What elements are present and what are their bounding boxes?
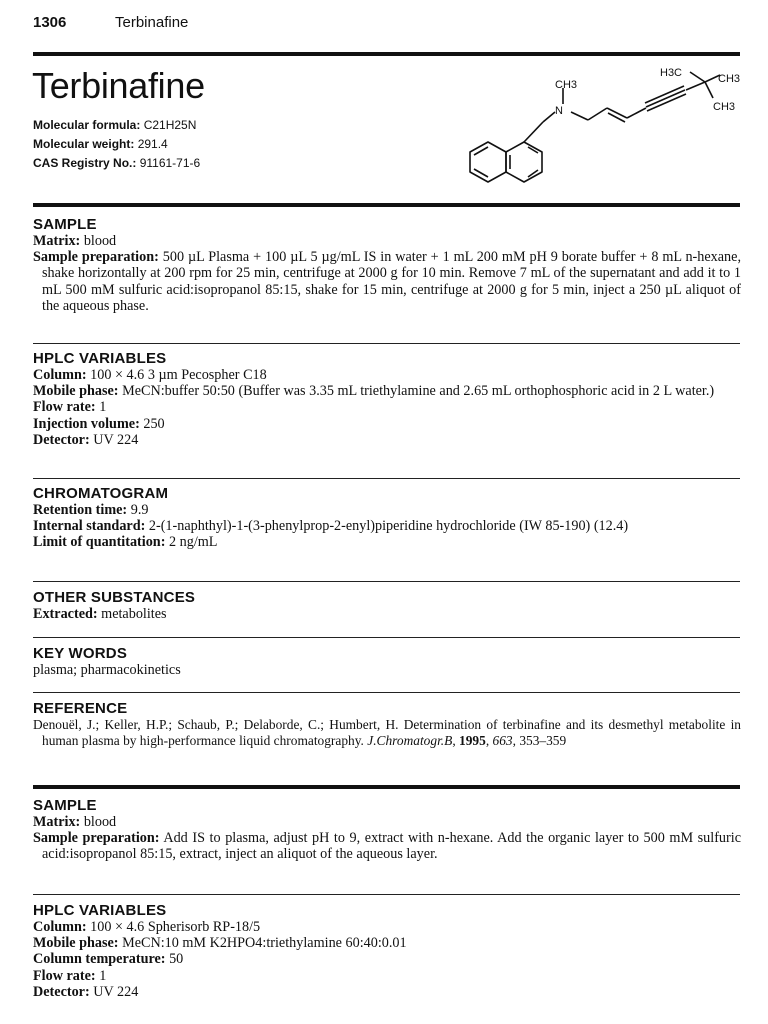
entry1-keywords-section — [33, 645, 741, 678]
entry1-sample-section — [33, 216, 741, 314]
matrix-value: blood — [83, 814, 117, 830]
cas-value: 91161-71-6 — [139, 156, 201, 170]
matrix-line — [33, 233, 741, 249]
ch3-right-label: CH3 — [713, 101, 736, 113]
divider — [33, 894, 740, 895]
entry2-sample-section — [33, 797, 741, 863]
naphthalene-left-ring — [470, 142, 506, 182]
detector-label: Detector: — [33, 983, 90, 1000]
entry1-reference-section — [33, 700, 741, 749]
divider — [33, 692, 740, 693]
detector-line — [33, 432, 741, 448]
matrix-value: blood — [83, 233, 117, 249]
naphthalene-right-ring — [506, 142, 542, 182]
keywords-heading: KEY WORDS — [33, 645, 128, 662]
internal-standard-label: Internal standard: — [33, 518, 146, 535]
flow-rate-line — [33, 399, 741, 415]
entry1-hplc-section — [33, 350, 741, 448]
column-line — [33, 367, 741, 383]
mobile-phase-value: MeCN:10 mM K2HPO4:triethylamine 60:40:0.01 — [122, 935, 407, 952]
divider — [33, 581, 740, 582]
n-ch2-bond — [543, 112, 555, 122]
weight-label: Molecular weight: — [33, 137, 135, 151]
mobile-phase-value: MeCN:buffer 50:50 (Buffer was 3.35 mL triethylamine and 2.65 mL orthophosphoric acid in 2 L water.) — [122, 383, 715, 400]
entry1-other-substances-section — [33, 589, 741, 622]
flow-rate-value: 1 — [99, 967, 107, 984]
column-value: 100 × 4.6 Spherisorb RP-18/5 — [90, 919, 261, 935]
column-label: Column: — [33, 367, 87, 383]
hplc-heading: HPLC VARIABLES — [33, 902, 167, 919]
molecular-weight-line — [33, 137, 168, 151]
retention-time-label: Retention time: — [33, 502, 128, 518]
injection-volume-value: 250 — [143, 415, 165, 432]
entry1-top-rule — [33, 203, 740, 207]
page-number: 1306 — [33, 14, 67, 31]
column-temperature-value: 50 — [169, 951, 184, 968]
divider — [33, 478, 740, 479]
weight-value: 291.4 — [137, 137, 168, 151]
entry2-top-rule — [33, 785, 740, 789]
molecular-formula-line — [33, 118, 196, 132]
loq-value: 2 ng/mL — [168, 534, 218, 551]
chemical-structure — [455, 62, 745, 202]
injection-volume-label: Injection volume: — [33, 415, 140, 432]
keywords-value: plasma; pharmacokinetics — [33, 662, 181, 678]
other-substances-heading: OTHER SUBSTANCES — [33, 589, 196, 606]
sample-prep-label: Sample preparation: — [33, 830, 160, 847]
injection-volume-line — [33, 416, 741, 432]
extracted-line — [33, 606, 741, 622]
mobile-phase-label: Mobile phase: — [33, 383, 119, 400]
column-line — [33, 919, 741, 935]
reference-pages: 353–359 — [519, 733, 567, 748]
column-value: 100 × 4.6 3 µm Pecospher C18 — [90, 367, 267, 383]
reference-heading: REFERENCE — [33, 700, 128, 717]
retention-time-value: 9.9 — [130, 502, 149, 518]
mobile-phase-line — [33, 383, 741, 399]
running-title: Terbinafine — [115, 14, 189, 31]
matrix-line — [33, 814, 741, 830]
sample-heading: SAMPLE — [33, 216, 97, 233]
extracted-value: metabolites — [101, 606, 167, 622]
mobile-phase-label: Mobile phase: — [33, 935, 119, 952]
entry2-hplc-section — [33, 902, 741, 1000]
flow-rate-value: 1 — [99, 399, 107, 416]
loq-line — [33, 534, 741, 550]
column-label: Column: — [33, 919, 87, 935]
h3c-label: H3C — [660, 67, 683, 79]
chromatogram-heading: CHROMATOGRAM — [33, 485, 169, 502]
sample-prep-line — [33, 830, 741, 862]
reference-text: Denouël, J.; Keller, H.P.; Schaub, P.; Delaborde, C.; Humbert, H. Determination of terbinafine and its desmethyl metabolite in human plasma by high-performance liquid chromatography. — [33, 717, 741, 748]
retention-time-line — [33, 502, 741, 518]
detector-value: UV 224 — [93, 431, 139, 448]
matrix-label: Matrix: — [33, 233, 81, 249]
detector-line — [33, 984, 741, 1000]
formula-value: C21H25N — [143, 118, 197, 132]
sample-prep-value: Add IS to plasma, adjust pH to 9, extract with n-hexane. Add the organic layer to 500 mM sulfuric acid:isopropanol 85:15, extract, inject an aliquot of the aqueous layer. — [42, 830, 741, 863]
compound-title: Terbinafine — [32, 65, 205, 106]
internal-standard-value: 2-(1-naphthyl)-1-(3-phenylprop-2-enyl)piperidine hydrochloride (IW 85-190) (12.4) — [148, 518, 629, 535]
loq-label: Limit of quantitation: — [33, 534, 166, 551]
extracted-label: Extracted: — [33, 606, 98, 622]
column-temperature-line — [33, 951, 741, 967]
header-rule — [33, 52, 740, 56]
sample-prep-label: Sample preparation: — [33, 249, 159, 266]
detector-label: Detector: — [33, 431, 90, 448]
reference-citation: Denouël, J.; Keller, H.P.; Schaub, P.; Delaborde, C.; Humbert, H. Determination of terbinafine and its desmethyl metabolite in human plasma by high-performance liquid chromatography. J.Chromatogr.B, 1995, 663, 353–359 — [33, 717, 741, 748]
flow-rate-label: Flow rate: — [33, 967, 96, 984]
mobile-phase-line — [33, 935, 741, 951]
divider — [33, 343, 740, 344]
running-header — [33, 14, 188, 31]
internal-standard-line — [33, 518, 741, 534]
sample-heading: SAMPLE — [33, 797, 97, 814]
sample-prep-line — [33, 249, 741, 314]
nitrogen-label: N — [555, 105, 563, 117]
reference-journal: J.Chromatogr.B — [367, 733, 453, 748]
reference-year: 1995 — [459, 733, 486, 748]
matrix-label: Matrix: — [33, 814, 81, 830]
hplc-heading: HPLC VARIABLES — [33, 350, 167, 367]
flow-rate-label: Flow rate: — [33, 399, 96, 416]
formula-label: Molecular formula: — [33, 118, 141, 132]
divider — [33, 637, 740, 638]
cas-line — [33, 156, 200, 170]
reference-volume: 663 — [492, 733, 513, 748]
n-methyl-label: CH3 — [555, 79, 578, 91]
sample-prep-value: 500 µL Plasma + 100 µL 5 µg/mL IS in water + 1 mL 200 mM pH 9 borate buffer + 8 mL n-hexane, shake horizontally at 200 rpm for 25 min, centrifuge at 2000 g for 10 min. Remove 7 mL of the supernatant and add it to 1 mL 500 mM sulfuric acid:isopropanol 85:15, shake for 15 min, centrifuge at 2000 g for 5 min, inject a 250 µL aliquot of the aqueous phase. — [42, 249, 741, 314]
detector-value: UV 224 — [93, 983, 139, 1000]
flow-rate-line — [33, 968, 741, 984]
column-temperature-label: Column temperature: — [33, 951, 166, 968]
ch3-top-label: CH3 — [718, 73, 741, 85]
cas-label: CAS Registry No.: — [33, 156, 137, 170]
ch2-bond — [524, 122, 543, 142]
entry1-chromatogram-section — [33, 485, 741, 551]
